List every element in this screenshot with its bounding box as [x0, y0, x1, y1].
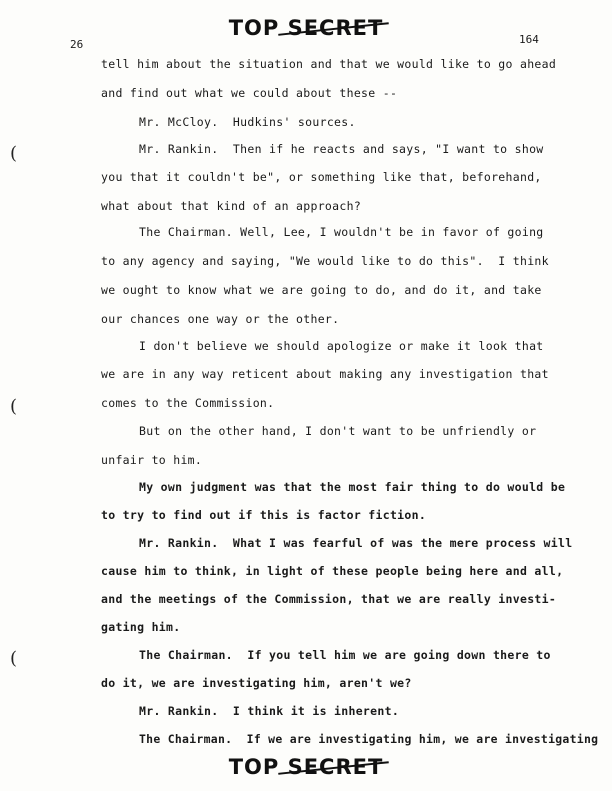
transcript-line: comes to the Commission.: [101, 396, 275, 410]
page-number-left: 26: [70, 38, 84, 51]
transcript-line: to any agency and saying, "We would like to do this". I think: [101, 254, 549, 268]
transcript-line: The Chairman. Well, Lee, I wouldn't be in favor of going: [139, 225, 544, 239]
transcript-line: gating him.: [101, 620, 181, 634]
transcript-line: what about that kind of an approach?: [101, 199, 362, 213]
transcript-line: and the meetings of the Commission, that we are really investi-: [101, 592, 557, 606]
transcript-line: and find out what we could about these --: [101, 86, 398, 100]
page-number-right: 164: [519, 33, 539, 46]
transcript-line: The Chairman. If you tell him we are going down there to: [139, 648, 551, 662]
stamp-top-text: TOP SECRET: [228, 16, 384, 40]
stamp-bottom-text: TOP SECRET: [228, 755, 384, 779]
transcript-line: The Chairman. If we are investigating him, we are investigating: [139, 732, 599, 746]
transcript-line: to try to find out if this is factor fiction.: [101, 508, 427, 522]
margin-mark: (: [10, 396, 18, 417]
transcript-line: you that it couldn't be", or something like that, beforehand,: [101, 170, 542, 184]
transcript-line: My own judgment was that the most fair thing to do would be: [139, 480, 566, 494]
transcript-line: our chances one way or the other.: [101, 312, 340, 326]
transcript-line: Mr. Rankin. Then if he reacts and says, "I want to show: [139, 142, 544, 156]
margin-mark: (: [10, 143, 18, 164]
transcript-line: we are in any way reticent about making any investigation that: [101, 367, 549, 381]
transcript-line: Mr. McCloy. Hudkins' sources.: [139, 115, 356, 129]
margin-mark: (: [10, 648, 18, 669]
top-secret-stamp-bottom: [0, 755, 612, 779]
transcript-line: we ought to know what we are going to do, and do it, and take: [101, 283, 542, 297]
transcript-line: Mr. Rankin. What I was fearful of was the mere process will: [139, 536, 573, 550]
transcript-line: But on the other hand, I don't want to be unfriendly or: [139, 424, 537, 438]
transcript-line: unfair to him.: [101, 453, 203, 467]
transcript-line: Mr. Rankin. I think it is inherent.: [139, 704, 400, 718]
transcript-line: I don't believe we should apologize or make it look that: [139, 339, 544, 353]
transcript-line: tell him about the situation and that we would like to go ahead: [101, 57, 557, 71]
transcript-line: cause him to think, in light of these people being here and all,: [101, 564, 564, 578]
transcript-line: do it, we are investigating him, aren't we?: [101, 676, 412, 690]
